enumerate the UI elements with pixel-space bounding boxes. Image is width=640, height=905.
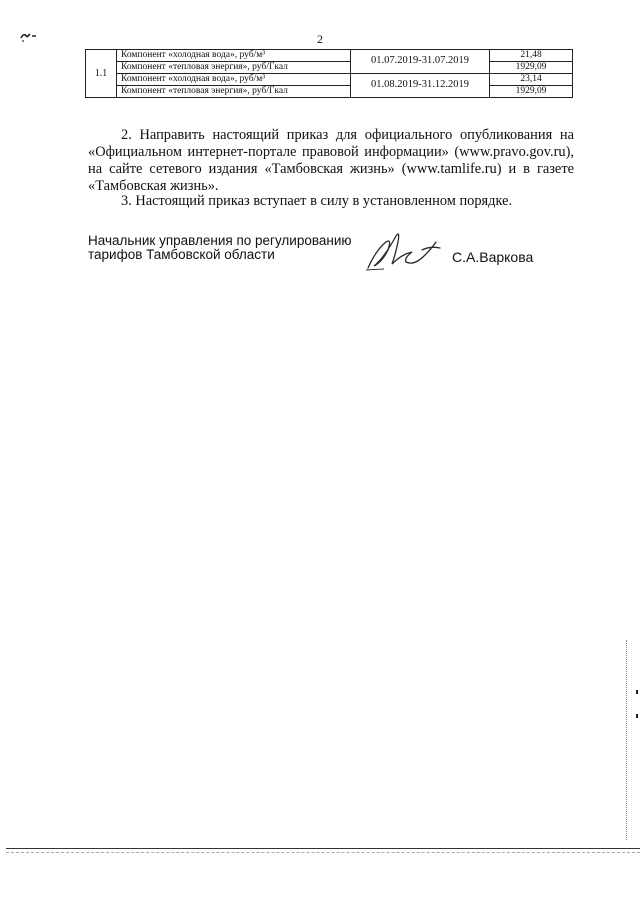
table-cell-value: 21,48	[490, 50, 573, 62]
handwritten-signature-icon	[362, 228, 446, 274]
table-group-number: 1.1	[86, 50, 117, 98]
paragraph-publication	[88, 127, 574, 195]
paragraph-text: 3. Настоящий приказ вступает в силу в установленном порядке.	[121, 193, 513, 209]
table-cell-component: Компонент «тепловая энергия», руб/Гкал	[117, 86, 351, 98]
bottom-rule	[6, 848, 640, 849]
tariff-table	[85, 49, 573, 98]
table-row	[86, 74, 573, 86]
scan-artifact-mark	[18, 28, 40, 44]
paragraph-entry-into-force	[88, 193, 574, 210]
bottom-rule-dashed	[6, 852, 640, 853]
table-row	[86, 62, 573, 74]
page-number: 2	[317, 32, 323, 46]
paragraph-text: 2. Направить настоящий приказ для официального опубликования на «Официальном интернет-портале правовой информации» (www.pravo.gov.ru), на сайте сетевого издания «Тамбовская жизнь» (www.tamlife.ru) и в газете «Тамбовская жизнь».	[88, 127, 574, 194]
table-cell-component: Компонент «холодная вода», руб/м³	[117, 74, 351, 86]
table-cell-value: 23,14	[490, 74, 573, 86]
table-cell-component: Компонент «холодная вода», руб/м³	[117, 50, 351, 62]
scan-artifact-dot	[636, 690, 638, 694]
scan-artifact-dot	[636, 714, 638, 718]
table-cell-component: Компонент «тепловая энергия», руб/Гкал	[117, 62, 351, 74]
table-cell-value: 1929,09	[490, 86, 573, 98]
position-line-1: Начальник управления по регулированию	[88, 233, 352, 248]
table-cell-value: 1929,09	[490, 62, 573, 74]
position-line-2: тарифов Тамбовской области	[88, 247, 275, 262]
scan-edge-line	[626, 640, 627, 840]
table-cell-period: 01.07.2019-31.07.2019	[351, 50, 490, 74]
signatory-position	[88, 234, 352, 262]
table-row	[86, 50, 573, 62]
table-row	[86, 86, 573, 98]
table-cell-period: 01.08.2019-31.12.2019	[351, 74, 490, 98]
signatory-name: С.А.Варкова	[452, 249, 534, 265]
